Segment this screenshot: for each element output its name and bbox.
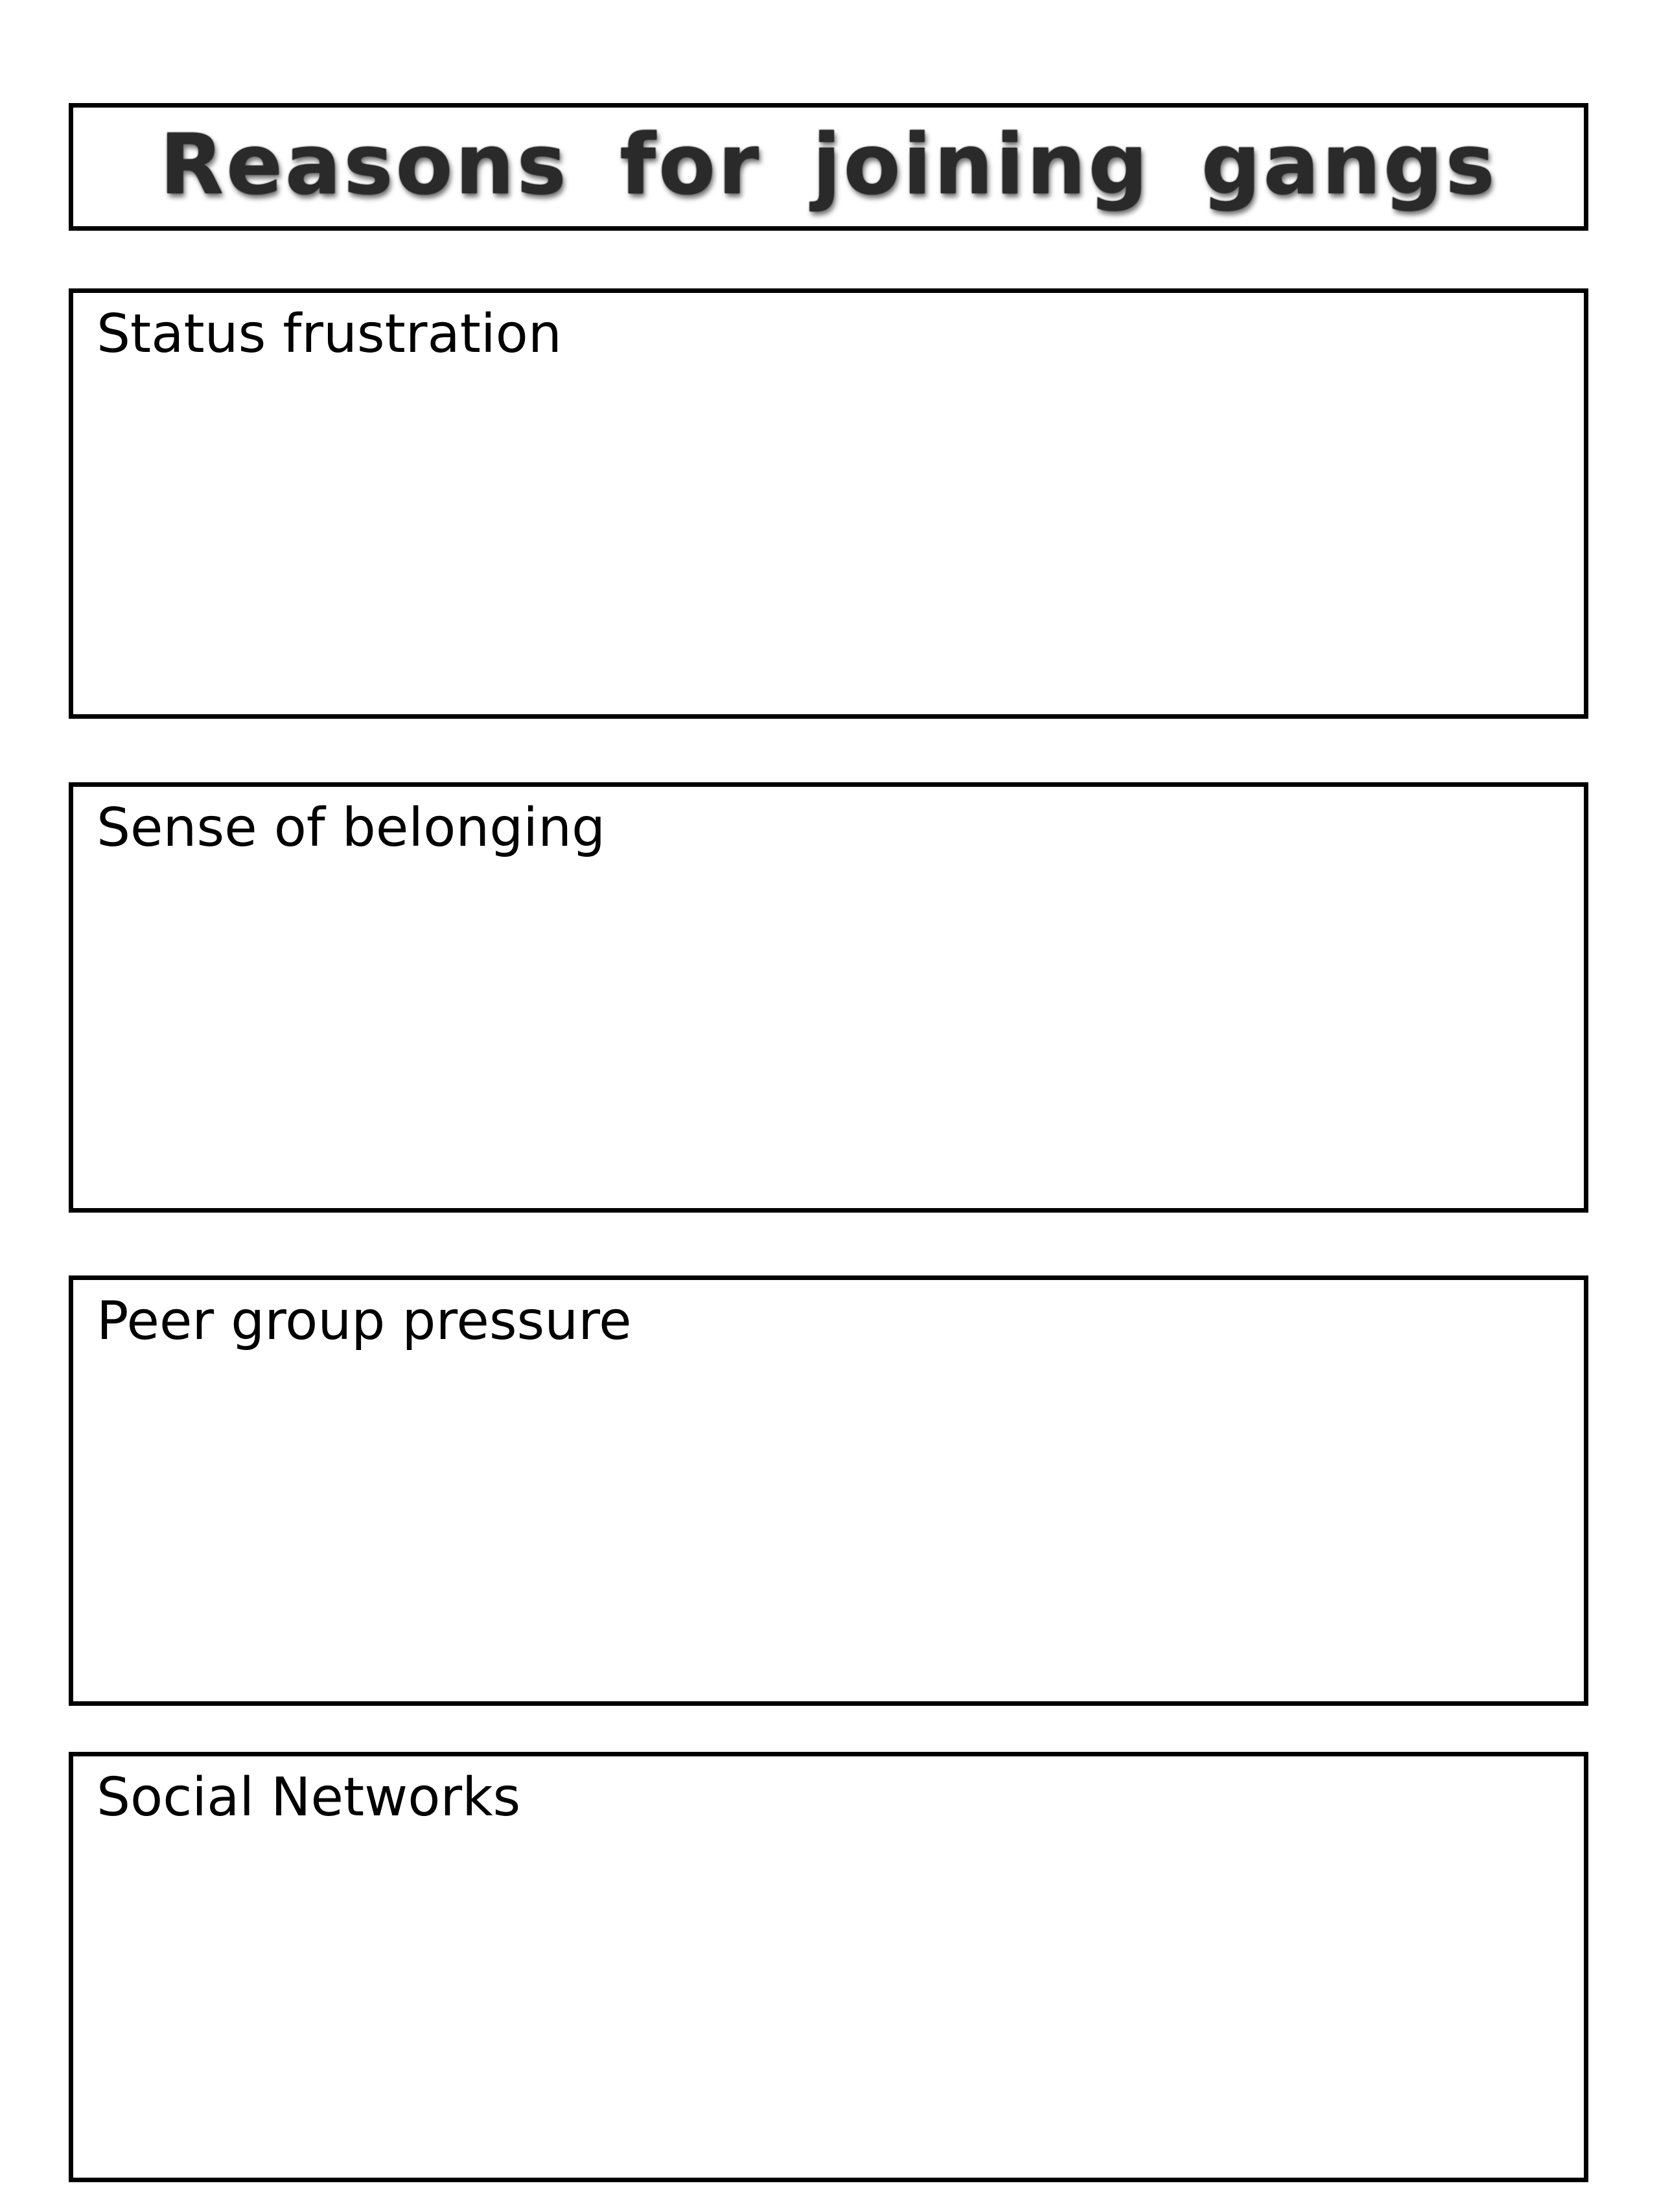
section-label: Peer group pressure — [97, 1290, 632, 1352]
section-label: Social Networks — [97, 1767, 521, 1828]
section-label: Status frustration — [97, 303, 562, 365]
section-label: Sense of belonging — [97, 797, 606, 859]
section-sense-of-belonging — [69, 782, 1588, 1213]
section-status-frustration — [69, 288, 1588, 719]
title-box — [69, 103, 1588, 231]
page-title: Reasons for joining gangs — [159, 117, 1498, 213]
section-social-networks — [69, 1752, 1588, 2182]
section-peer-group-pressure — [69, 1275, 1588, 1706]
